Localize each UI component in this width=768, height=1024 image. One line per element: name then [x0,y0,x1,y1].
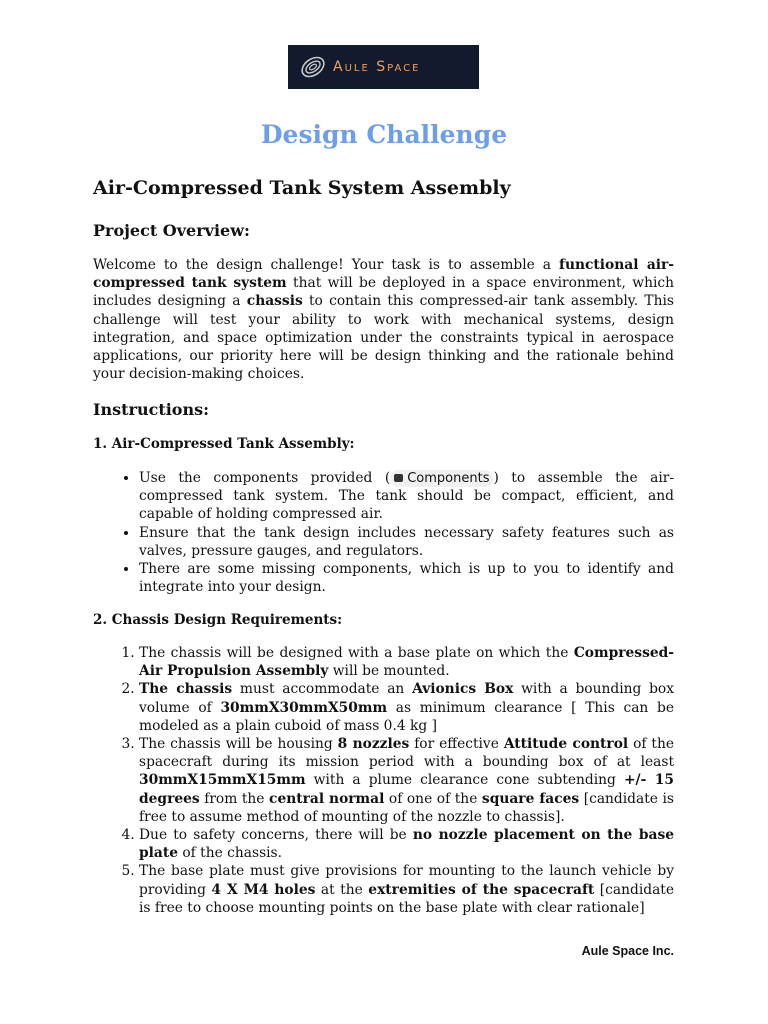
overview-heading: Project Overview: [93,221,250,240]
list-item: • There are some missing components, which is up to you to identify and integrate into your design. [139,560,674,596]
folder-icon [394,474,403,482]
instructions-heading: Instructions: [93,400,210,419]
section2-list [93,644,674,917]
section1-heading: 1. Air-Compressed Tank Assembly: [93,436,355,452]
list-item: 4. Due to safety concerns, there will be no nozzle placement on the base plate of the chassis. [139,826,674,862]
components-link[interactable]: Components [390,470,493,487]
logo-text: Aule Space [333,59,421,75]
document-title: Design Challenge [260,120,508,149]
company-logo [288,45,479,89]
list-item: 1. The chassis will be designed with a base plate on which the Compressed-Air Propulsion Assembly will be mounted. [139,644,674,680]
section2-heading: 2. Chassis Design Requirements: [93,612,343,628]
list-item: 3. The chassis will be housing 8 nozzles for effective Attitude control of the spacecraft during its mission period with a bounding box of at least 30mmX15mmX15mm with a plume clearance cone subtending +/- 15 degrees from the central normal of one of the square faces [candidate is free to assume method of mounting of the nozzle to chassis]. [139,735,674,826]
list-item: • Use the components provided ( Components ) to assemble the air-compressed tank system. The tank should be compact, efficient, and capable of holding compressed air. [139,469,674,524]
page-footer: Aule Space Inc. [581,944,674,958]
overview-paragraph: Welcome to the design challenge! Your task is to assemble a functional air-compressed tank system that will be deployed in a space environment, which includes designing a chassis to contain this compressed-air tank assembly. This challenge will test your ability to work with mechanical systems, design integration, and space optimization under the constraints typical in aerospace applications, our priority here will be design thinking and the rationale behind your decision-making choices. [93,257,675,383]
orbit-logo-icon [299,54,327,80]
list-item: 5. The base plate must give provisions for mounting to the launch vehicle by providing 4 X M4 holes at the extremities of the spacecraft [candidate is free to choose mounting points on the base plate with clear rationale] [139,862,674,917]
list-item: • Ensure that the tank design includes necessary safety features such as valves, pressure gauges, and regulators. [139,524,674,560]
list-item: 2. The chassis must accommodate an Avionics Box with a bounding box volume of 30mmX30mmX50mm as minimum clearance [ This can be modeled as a plain cuboid of mass 0.4 kg ] [139,680,674,735]
document-subtitle: Air-Compressed Tank System Assembly [93,177,511,199]
section1-list [93,469,674,596]
